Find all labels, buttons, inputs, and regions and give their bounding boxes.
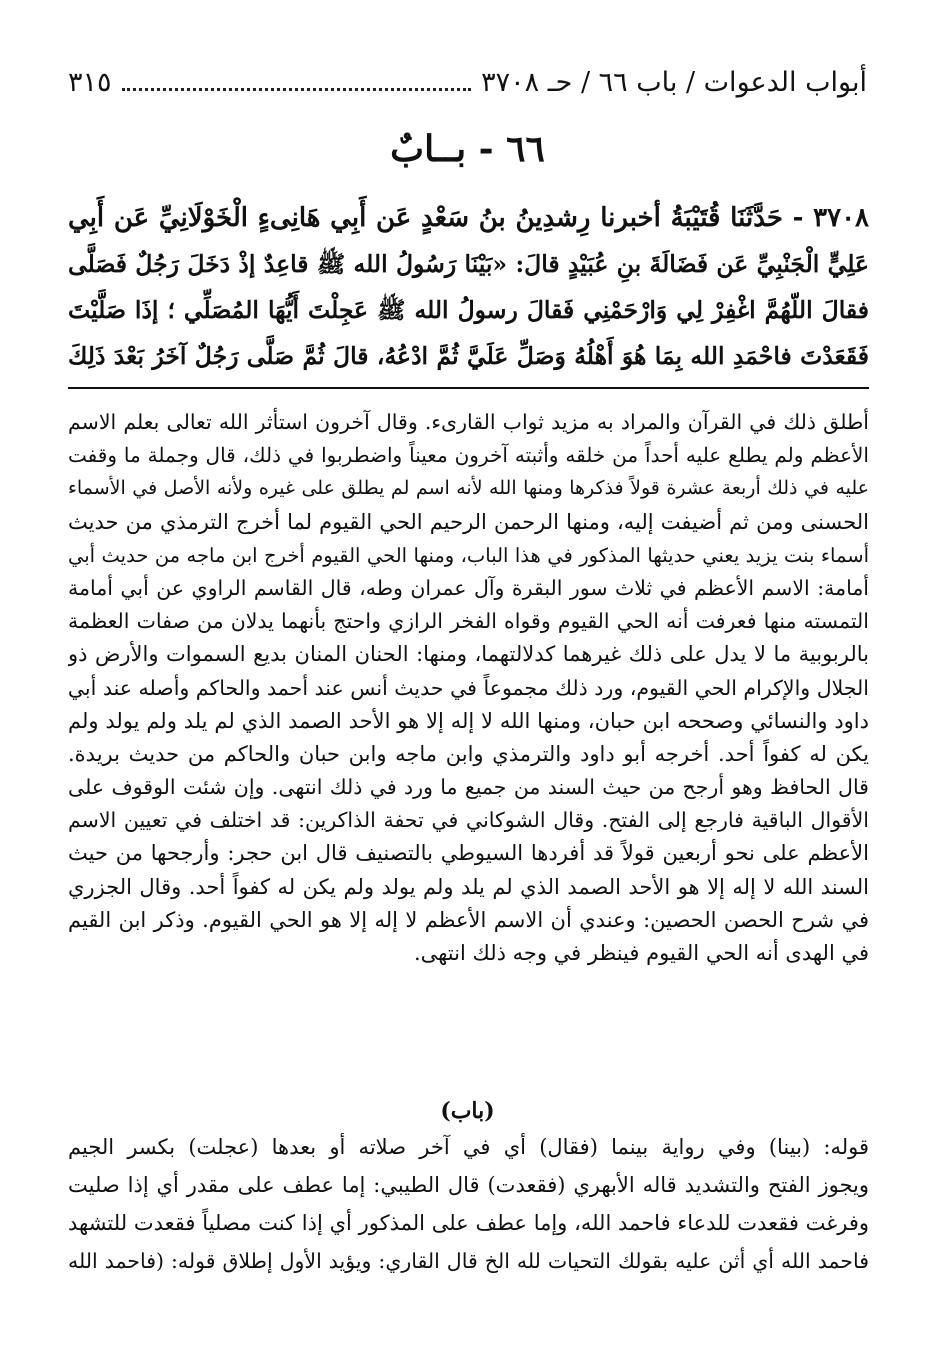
commentary-line: بالربوبية ما لا يدل على ذلك غيرهما كدلالتهما، ومنها: الحنان المنان بديع السموات والأرض ذو [68,642,869,667]
chapter-heading: ٦٦ - بــابٌ [390,128,545,170]
commentary-line: أطلق ذلك في القرآن والمراد به مزيد ثواب القارىء. وقال آخرون استأثر الله تعالى بعلم الاسم [68,410,869,434]
commentary-line: قال الحافظ وهو أرجح من حيث السند من جميع ما ورد في ذلك انتهى. وإن شئت الوقوف على [68,775,869,800]
section-label: (باب) [440,1098,495,1124]
commentary-line: في الهدى أنه الحي القيوم فينظر في وجه ذلك انتهى. [413,941,869,965]
hadith-line: فقالَ اللّهُمَّ اغْفِرْ لِي وَارْحَمْنِي فَقالَ رسولُ الله ﷺ عَجِلْتَ أَيُّهَا المُصَلِّي ؛ إذَا صَلَّيْتَ [68,296,869,324]
commentary-line: الجلال والإكرام الحي القيوم، ورد ذلك مجموعاً في حديث أنس عند أحمد والحاكم وأصله عند أبي [68,675,869,700]
hadith-line: ٣٧٠٨ - حَدَّثَنَا قُتَيْبَةُ أخبرنا رِشدِينُ بنُ سَعْدٍ عَن أَبِي هَانِىءٍ الْخَوْلَانِيِّ عَن أَبِي [68,203,869,233]
separator-rule [68,387,869,389]
header-leader-dots [122,74,472,91]
header-title: أبواب الدعوات / باب ٦٦ / حـ ٣٧٠٨ [481,66,867,98]
notes-line: قوله: (بينا) وفي رواية بينما (فقال) أي في آخر صلاته أو بعدها (عجلت) بكسر الجيم [68,1135,869,1159]
notes-line: ويجوز الفتح والتشديد قاله الأبهري (فقعدت) قال الطيبي: إما عطف على مقدر أي إذا صليت [68,1173,869,1197]
commentary-line: الحسنى ومن ثم أضيفت إليه، ومنها الرحمن الرحيم الحي القيوم لما أخرج الترمذي من حديث [68,509,869,534]
commentary-line: داود والنسائي وصححه ابن حبان، ومنها الله لا إله إلا هو الأحد الصمد الذي لم يلد ولم يولد ولم [68,708,869,733]
notes-text [68,1128,869,1280]
commentary-line: عليه في ذلك أربعة عشرة قولاً فذكرها ومنها الله لأنه اسم لم يطلق على غيره ولأنه الأصل في الأسماء [68,477,869,500]
commentary-text [68,406,869,970]
commentary-line: أمامة: الاسم الأعظم في ثلاث سور البقرة وآل عمران وطه، قال القاسم الراوي عن أبي أمامة [68,575,869,600]
commentary-line: في شرح الحصن الحصين: وعندي أن الاسم الأعظم لا إله إلا هو الحي القيوم. وذكر ابن القيم [68,907,869,932]
notes-line: فاحمد الله أي أثن عليه بقولك التحيات لله الخ قال القاري: ويؤيد الأول إطلاق قوله: (فاحمد الله [68,1249,869,1273]
commentary-line: الأعظم على نحو أربعين قولاً قد أفردها السيوطي بالتصنيف قال ابن حجر: وأرجحها من حيث [68,841,869,866]
commentary-line: أسماء بنت يزيد يعني حديثها المذكور في هذا الباب، ومنها الحي القيوم أخرج ابن ماجه من حديث أبي [68,543,869,567]
running-header [68,62,867,102]
notes-line: وفرغت فقعدت للدعاء فاحمد الله، وإما عطف على المذكور أي إذا كنت مصلياً فقعدت للتشهد [68,1211,869,1235]
commentary-line: السند الله لا إله إلا هو الأحد الصمد الذي لم يلد ولم يولد ولم يكن له كفواً أحد. وقال الجزري [68,874,869,899]
commentary-line: التمسته منها فعرفت أنه الحي القيوم وقواه الفخر الرازي واحتج بأنهما يدلان من صفات العظمة [68,609,869,634]
page-number: ٣١٥ [68,66,112,98]
commentary-line: يكن له كفواً أحد. أخرجه أبو داود والترمذي وابن ماجه وابن حبان والحاكم من حديث بريدة. [68,741,869,766]
hadith-text [68,195,869,379]
commentary-line: الأعظم ولم يطلع عليه أحداً من خلقه وأثبته آخرون معيناً واضطربوا في ذلك، قال وجملة ما وقفت [68,443,869,468]
hadith-line: فَقَعَدْتَ فاحْمَدِ الله بِمَا هُوَ أَهْلُهُ وَصَلِّ عَلَيَّ ثُمَّ ادْعُهُ، قالَ ثُمَّ صَلَّى رَجُلٌ آخَرُ بَعْدَ ذَلِكَ [68,342,869,370]
hadith-line: عَلِيٍّ الْجَنْبِيِّ عَن فَضَالَةَ بنِ عُبَيْدٍ قالَ: «بَيْنَا رَسُولُ الله ﷺ قاعِدٌ إذْ دَخَلَ رَجُلٌ فَصَلَّى [68,250,869,278]
commentary-line: الأقوال الباقية فارجع إلى الفتح. وقال الشوكاني في تحفة الذاكرين: قد اختلف في تعيين الاسم [68,808,869,833]
